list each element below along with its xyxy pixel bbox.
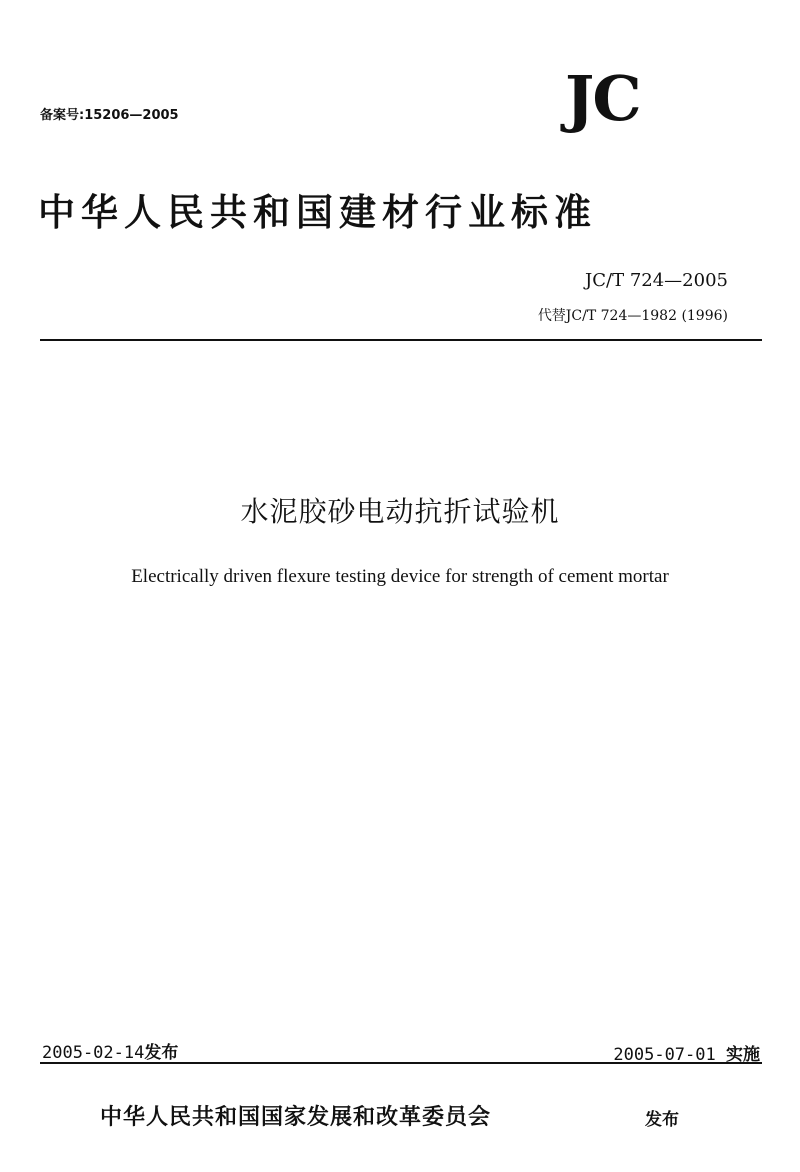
issue-label: 发布 [144, 1043, 179, 1063]
document-title-en: Electrically driven flexure testing device for strength of cement mortar [131, 566, 669, 587]
issue-date: 2005-02-14 [42, 1043, 145, 1063]
issue-date-line [42, 1038, 178, 1063]
bottom-divider [40, 1062, 762, 1064]
issuer-action: 发布 [645, 1110, 679, 1130]
top-divider [40, 339, 762, 341]
document-title-cn: 水泥胶砂电动抗折试验机 [240, 495, 560, 528]
implementation-label: 实施 [726, 1045, 760, 1065]
jc-logo: JC [565, 62, 640, 135]
standard-category-title: 中华人民共和国建材行业标准 [38, 190, 597, 234]
issuing-authority: 中华人民共和国国家发展和改革委员会 [100, 1104, 492, 1130]
implementation-date: 2005-07-01 [613, 1045, 716, 1065]
filing-number: 备案号:15206—2005 [40, 108, 179, 123]
replaces-standard: 代替JC/T 724—1982 (1996) [537, 308, 728, 324]
standard-number: JC/T 724—2005 [585, 270, 728, 291]
